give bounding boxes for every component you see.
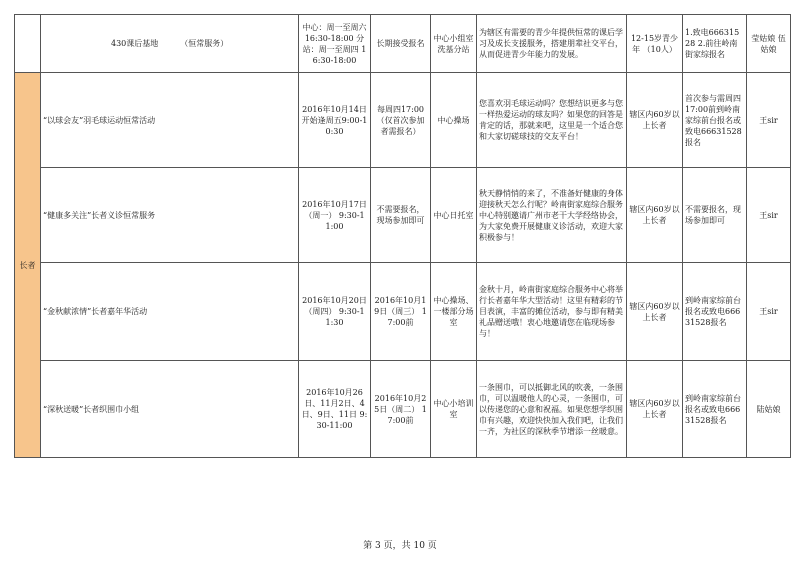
signup-method: 不需要报名，现场参加即可 [683, 168, 747, 263]
activity-description: 一条围巾，可以抵御北风的吹袭，一条围巾，可以温暖他人的心灵，一条围巾，可以传递您的心意和祝福。如果您想学织围巾有兴趣，欢迎快快加入我们吧，让我们一齐，为社区的深秋季节增添一丝暖意。 [477, 361, 627, 458]
activity-name: “金秋献浓情”长者嘉年华活动 [41, 263, 299, 361]
contact-person: 王sir [747, 168, 791, 263]
signup-deadline: 不需要报名，现场参加即可 [371, 168, 431, 263]
table-row [15, 263, 791, 361]
activity-name: “深秋送暖”长者织围巾小组 [41, 361, 299, 458]
table-row [15, 15, 791, 73]
table-row [15, 361, 791, 458]
activity-time: 中心：周一至周六 16:30-18:00 分站：周一至周四 16:30-18:00 [299, 15, 371, 73]
activity-sheet [14, 14, 790, 457]
activity-description: 金秋十月，岭南街家庭综合服务中心将举行长者嘉年华大型活动！这里有精彩的节目表演，丰富的摊位活动，参与即有精美礼品赠送哦！衷心地邀请您在临现场参与！ [477, 263, 627, 361]
category-cell: 长者 [15, 73, 41, 458]
target-audience: 辖区内60岁以上长者 [627, 168, 683, 263]
activity-venue: 中心操场、一楼部分场室 [431, 263, 477, 361]
table-row [15, 73, 791, 168]
service-tag: （恒常服务） [180, 39, 229, 48]
activity-time: 2016年10月14日开始逢周五9:00-10:30 [299, 73, 371, 168]
signup-method: 1.致电66631528 2.前往岭南街家综报名 [683, 15, 747, 73]
signup-deadline: 2016年10月25日（周二） 17:00前 [371, 361, 431, 458]
signup-deadline: 每周四17:00（仅首次参加者需报名） [371, 73, 431, 168]
activity-description: 秋天静悄悄的来了，不准备好健康的身体迎接秋天怎么行呢？岭南街家庭综合服务中心特别邀请广州市老干大学经络协会，为大家免费开展健康义诊活动，欢迎大家积极参与！ [477, 168, 627, 263]
activity-name: “以球会友”羽毛球运动恒常活动 [41, 73, 299, 168]
contact-person: 王sir [747, 73, 791, 168]
signup-method: 首次参与需周四17:00前到岭南家综前台报名或致电66631528报名 [683, 73, 747, 168]
activity-venue: 中心小组室 洗基分站 [431, 15, 477, 73]
activity-table [14, 14, 791, 458]
table-row [15, 168, 791, 263]
target-audience: 辖区内60岁以上长者 [627, 263, 683, 361]
target-audience: 辖区内60岁以上长者 [627, 73, 683, 168]
contact-person: 莹姑娘 伍姑娘 [747, 15, 791, 73]
signup-deadline: 长期接受报名 [371, 15, 431, 73]
activity-time: 2016年10月20日（周四） 9:30-11:30 [299, 263, 371, 361]
category-cell-empty [15, 15, 41, 73]
activity-name: “健康多关注”长者义诊恒常服务 [41, 168, 299, 263]
target-audience: 12-15岁青少年 （10人） [627, 15, 683, 73]
activity-name: 430课后基地 （恒常服务） [41, 15, 299, 73]
activity-venue: 中心日托室 [431, 168, 477, 263]
contact-person: 陆姑娘 [747, 361, 791, 458]
activity-venue: 中心操场 [431, 73, 477, 168]
activity-time: 2016年10月26日、11月2日、4日、9日、11日 9:30-11:00 [299, 361, 371, 458]
signup-method: 到岭南家综前台报名或致电66631528报名 [683, 263, 747, 361]
target-audience: 辖区内60岁以上长者 [627, 361, 683, 458]
signup-method: 到岭南家综前台报名或致电66631528报名 [683, 361, 747, 458]
activity-description: 为辖区有需要的青少年提供恒常的课后学习及成长支援服务，搭建朋辈社交平台，从而促进青少年能力的发展。 [477, 15, 627, 73]
contact-person: 王sir [747, 263, 791, 361]
activity-venue: 中心小培训室 [431, 361, 477, 458]
signup-deadline: 2016年10月19日（周三） 17:00前 [371, 263, 431, 361]
activity-description: 您喜欢羽毛球运动吗？您想结识更多与您一样热爱运动的球友吗？如果您的回答是肯定的话，那就来吧，这里是一个适合您和大家切磋球技的交友平台！ [477, 73, 627, 168]
activity-time: 2016年10月17日（周一） 9:30-11:00 [299, 168, 371, 263]
page-number-footer: 第 3 页，共 10 页 [363, 541, 437, 551]
